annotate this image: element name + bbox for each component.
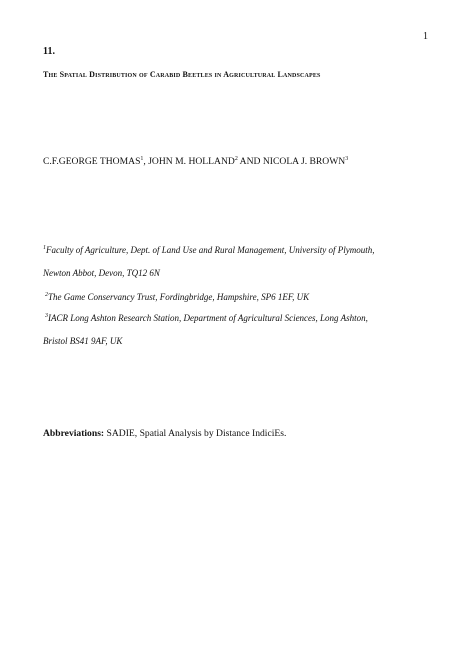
author-list <box>43 156 348 167</box>
author-name: NICOLA J. BROWN <box>262 156 346 167</box>
affiliation-superscript: 3 <box>45 313 48 319</box>
affiliation-1 <box>43 245 374 255</box>
author-separator: AND <box>237 156 263 167</box>
abbreviations-text: SADIE, Spatial Analysis by Distance IndiciEs. <box>104 428 287 439</box>
paper-title: The Spatial Distribution of Carabid Beetles in Agricultural Landscapes <box>43 70 321 79</box>
affiliation-text: The Game Conservancy Trust, Fordingbridge, Hampshire, SP6 1EF, UK <box>48 292 310 302</box>
affiliation-text: Faculty of Agriculture, Dept. of Land Use and Rural Management, University of Plymouth, <box>46 245 375 255</box>
affiliation-superscript: 1 <box>43 245 46 251</box>
page-number: 1 <box>423 31 428 42</box>
author-superscript: 2 <box>234 155 238 162</box>
affiliation-2 <box>45 292 309 302</box>
affiliation-1-continued: Newton Abbot, Devon, TQ12 6N <box>43 268 160 278</box>
chapter-number: 11. <box>43 46 55 57</box>
abbreviations <box>43 428 286 439</box>
affiliation-3-continued: Bristol BS41 9AF, UK <box>43 336 123 346</box>
author-superscript: 3 <box>345 155 349 162</box>
affiliation-superscript: 2 <box>45 292 48 298</box>
author-separator: , <box>143 156 149 167</box>
abbreviations-label: Abbreviations: <box>43 428 105 439</box>
affiliation-3 <box>45 313 368 323</box>
affiliation-text: IACR Long Ashton Research Station, Department of Agricultural Sciences, Long Ashton, <box>48 313 368 323</box>
author-name: JOHN M. HOLLAND <box>148 156 235 167</box>
author-superscript: 1 <box>140 155 144 162</box>
author-name: C.F.GEORGE THOMAS <box>43 156 141 167</box>
